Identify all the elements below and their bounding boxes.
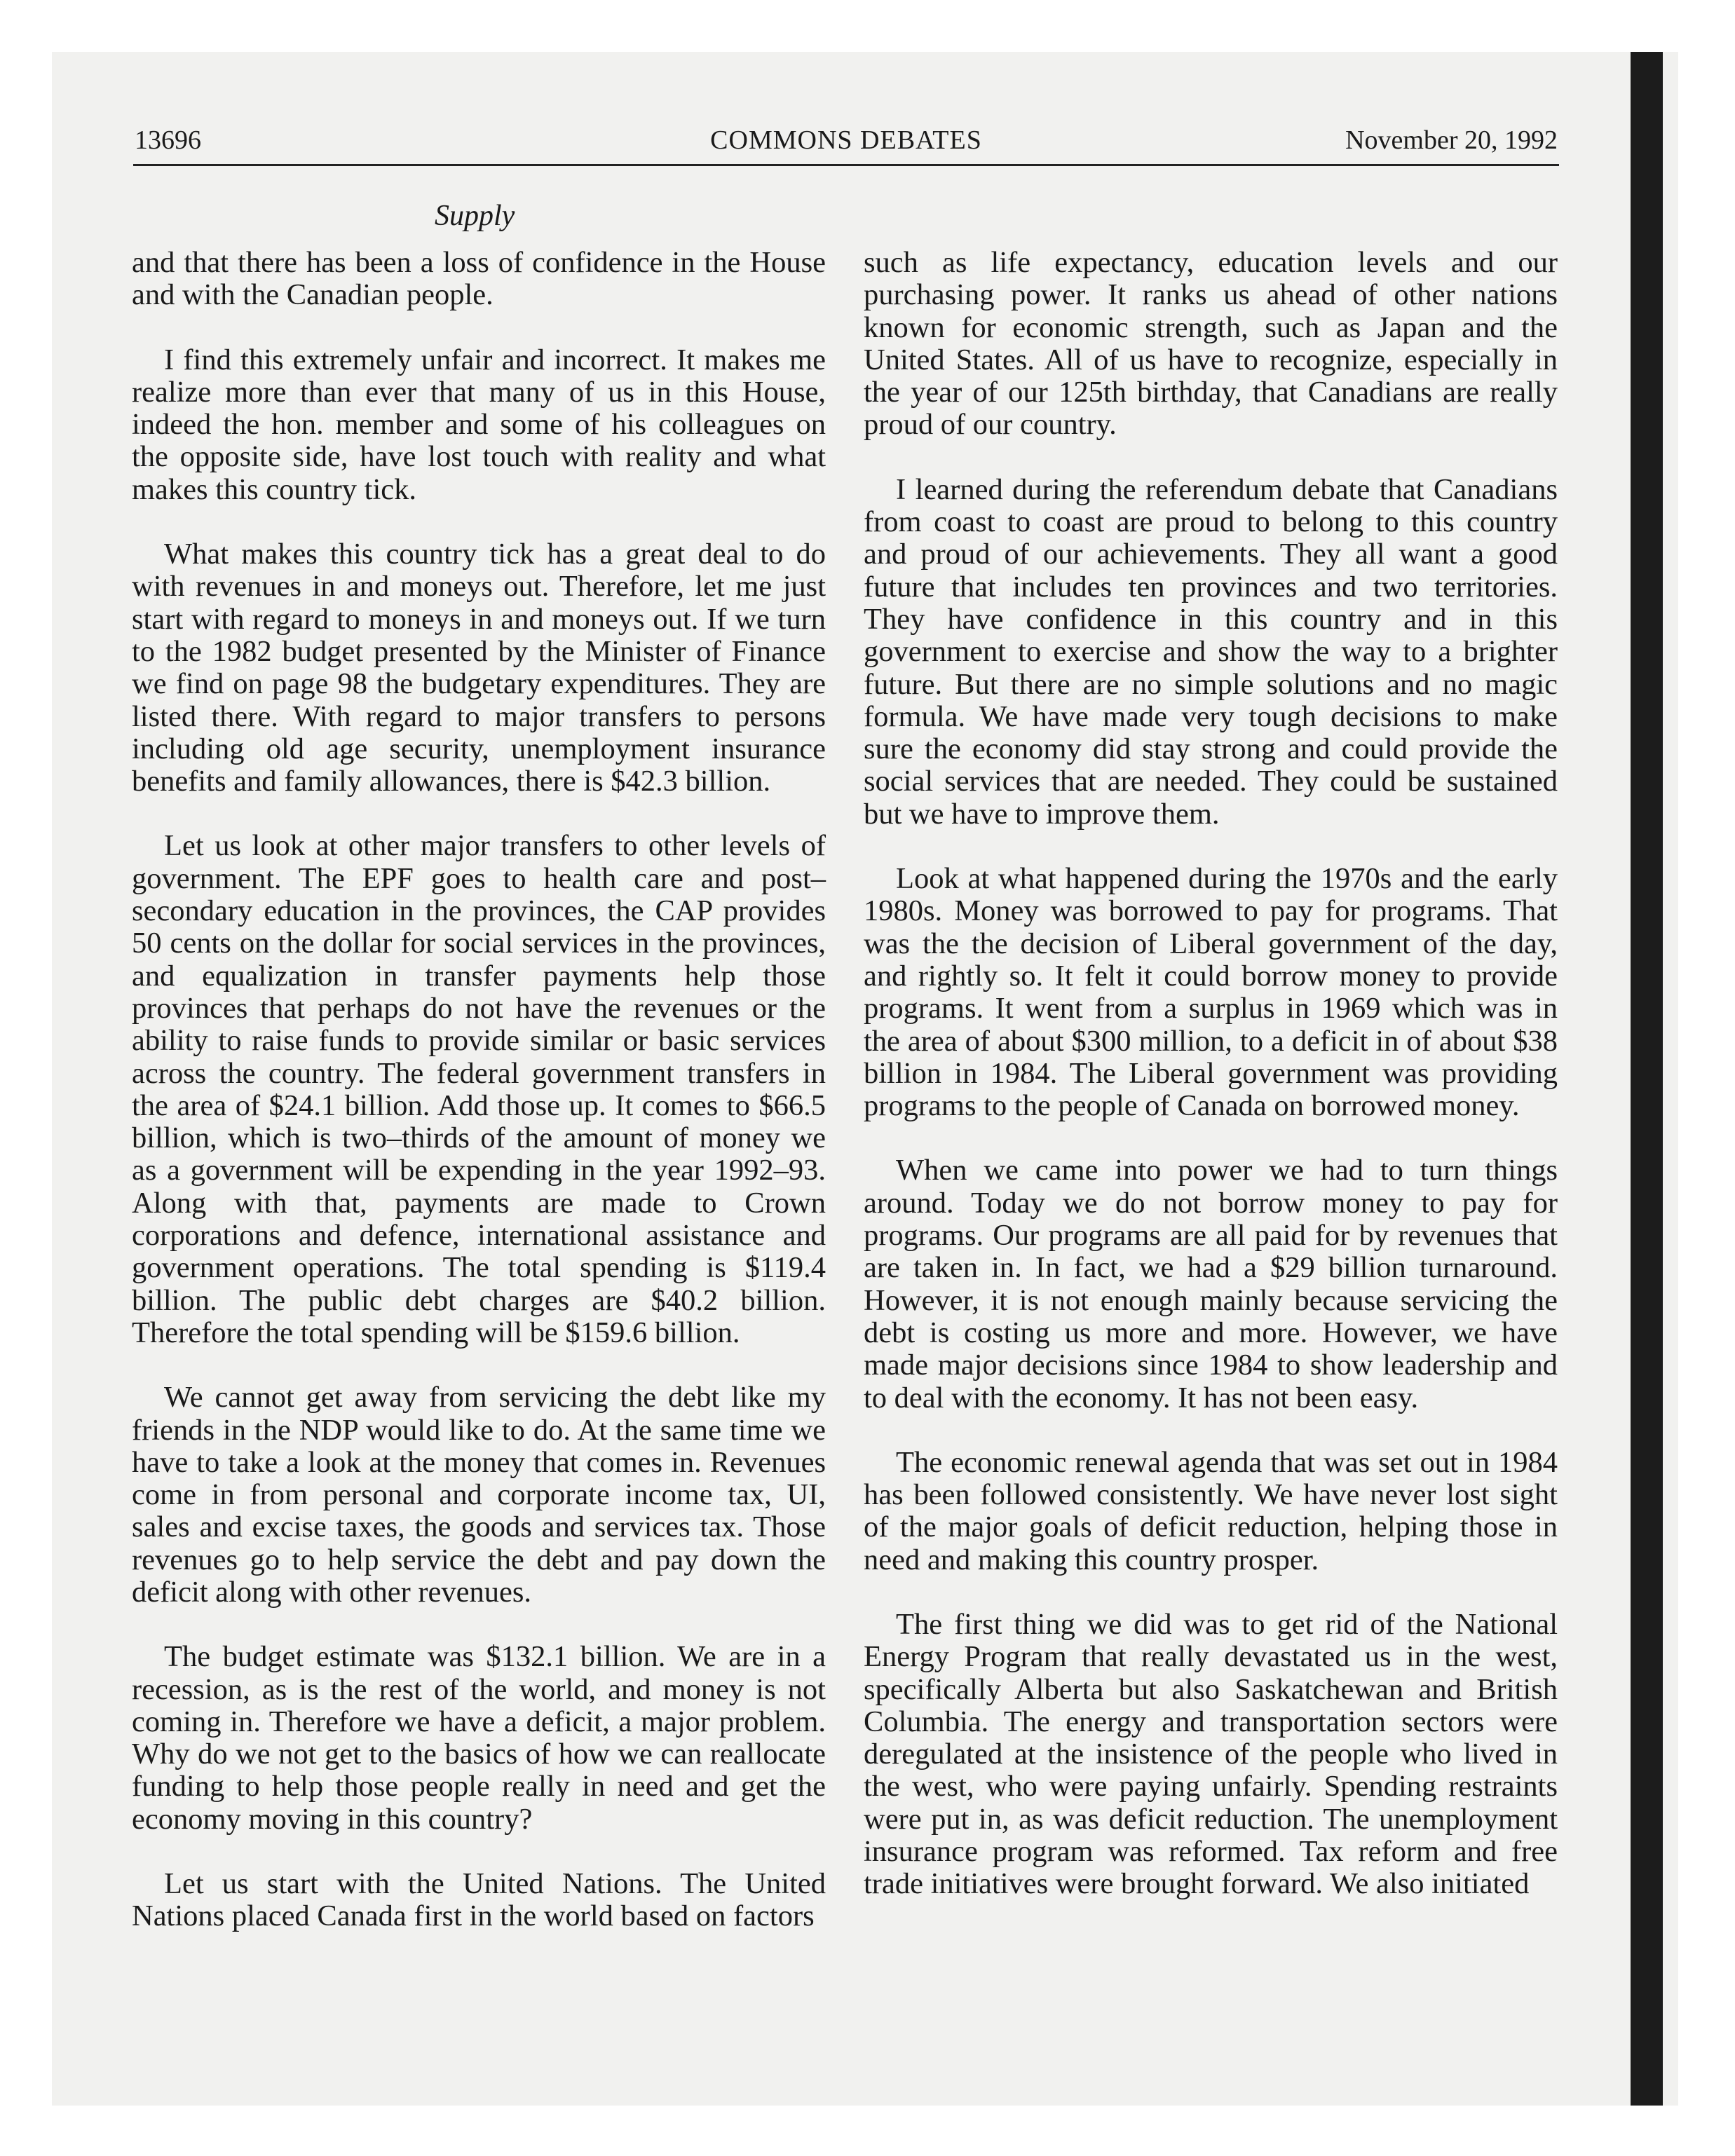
paragraph: Let us look at other major transfers to other levels of government. The EPF goes to health care and post–secondary education in the provinces, the CAP provides 50 cents on the dollar for social services in the provinces, and equalization in transfer payments help those provinces that perhaps do not have the revenues or the ability to raise funds to provide similar or basic services across the country. The federal government transfers in the area of $24.1 billion. Add those up. It comes to $66.5 billion, which is two–thirds of the amount of money we as a government will be expending in the year 1992–93. Along with that, payments are made to Crown corporations and defence, international assistance and government operations. The total spending is $119.4 billion. The public debt charges are $40.2 billion. Therefore the total spending will be $159.6 billion. <box>132 829 826 1349</box>
paragraph: Look at what happened during the 1970s and the early 1980s. Money was borrowed to pay for programs. That was the the decision of Liberal government of the day, and rightly so. It felt it could borrow money to provide programs. It went from a surplus in 1969 which was in the area of about $300 million, to a deficit in of about $38 billion in 1984. The Liberal government was providing programs to the people of Canada on borrowed money. <box>864 862 1558 1123</box>
paragraph: I learned during the referendum debate that Canadians from coast to coast are proud to belong to this country and proud of our achievements. They all want a good future that includes ten provinces and two territories. They have confidence in this country and in this government to exercise and show the way to a brighter future. But there are no simple solutions and no magic formula. We have made very tough decisions to make sure the economy did stay strong and could provide the social services that are needed. They could be sustained but we have to improve them. <box>864 472 1558 831</box>
header-rule <box>133 164 1559 166</box>
page-header <box>135 125 1558 167</box>
section-title: Supply <box>435 200 515 232</box>
paragraph: I find this extremely unfair and incorrect. It makes me realize more than ever that many of us in this House, indeed the hon. member and some of his colleagues on the opposite side, have lost touch with reality and what makes this country tick. <box>132 343 826 506</box>
right-column <box>864 247 1558 1933</box>
page-number: 13696 <box>135 125 201 155</box>
paragraph: What makes this country tick has a great deal to do with revenues in and moneys out. Therefore, let me just start with regard to moneys in and moneys out. If we turn to the 1982 budget presented by the Minister of Finance we find on page 98 the budgetary expenditures. They are listed there. With regard to major transfers to persons including old age security, unemployment insurance benefits and family allowances, there is $42.3 billion. <box>132 538 826 798</box>
paragraph: and that there has been a loss of confidence in the House and with the Canadian people. <box>132 246 826 312</box>
publication-date: November 20, 1992 <box>1345 125 1558 155</box>
paragraph: The first thing we did was to get rid of the National Energy Program that really devastated us in the west, specifically Alberta but also Saskatchewan and British Columbia. The energy and transportation sectors were deregulated at the insistence of the people who lived in the west, who were paying unfairly. Spending restraints were put in, as was deficit reduction. The unemployment insurance program was reformed. Tax reform and free trade initiatives were brought forward. We also initiated <box>864 1607 1558 1901</box>
scan-edge-shadow <box>1631 52 1663 2106</box>
paragraph: Let us start with the United Nations. The United Nations placed Canada first in the world based on factors <box>132 1867 826 1933</box>
left-column <box>132 247 826 1965</box>
paragraph: The budget estimate was $132.1 billion. We are in a recession, as is the rest of the world, and money is not coming in. Therefore we have a deficit, a major problem. Why do we not get to the basics of how we can reallocate funding to help those people really in need and get the economy moving in this country? <box>132 1640 826 1836</box>
paragraph: We cannot get away from servicing the debt like my friends in the NDP would like to do. At the same time we have to take a look at the money that comes in. Revenues come in from personal and corporate income tax, UI, sales and excise taxes, the goods and services tax. Those revenues go to help service the debt and pay down the deficit along with other revenues. <box>132 1381 826 1609</box>
paragraph: When we came into power we had to turn things around. Today we do not borrow money to pay for programs. Our programs are all paid for by revenues that are taken in. In fact, we had a $29 billion turnaround. However, it is not enough mainly because servicing the debt is costing us more and more. However, we have made major decisions since 1984 to show leadership and to deal with the economy. It has not been easy. <box>864 1154 1558 1414</box>
paragraph: such as life expectancy, education levels and our purchasing power. It ranks us ahead of other nations known for economic strength, such as Japan and the United States. All of us have to recognize, especially in the year of our 125th birthday, that Canadians are really proud of our country. <box>864 246 1558 442</box>
publication-title: COMMONS DEBATES <box>710 125 982 155</box>
paragraph: The economic renewal agenda that was set out in 1984 has been followed consistently. We have never lost sight of the major goals of deficit reduction, helping those in need and making this country prosper. <box>864 1445 1558 1576</box>
